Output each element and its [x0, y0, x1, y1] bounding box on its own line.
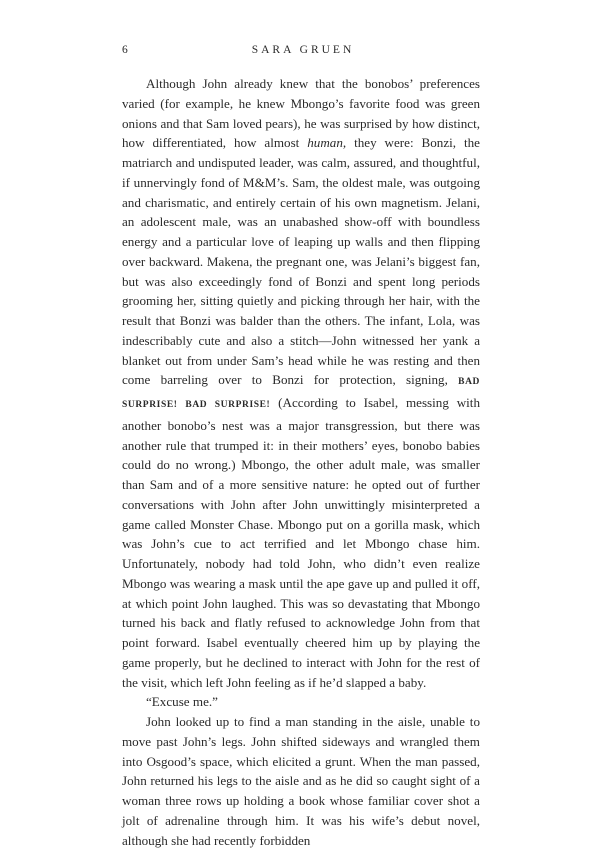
paragraph-2: “Excuse me.” — [146, 694, 218, 710]
body-text — [122, 74, 480, 850]
emphasis-human: human, — [307, 135, 347, 151]
sign-bad-surprise-1: BAD SURPRISE! — [122, 377, 480, 410]
paragraph-1-text-b: they were: Bonzi, the matriarch and undisputed leader, was calm, assured, and thoughtful, if unnervingly fond of M&M’s. Sam, the oldest male, was outgoing and charismatic, and entirely certain of his own magnetism. Jelani, an adolescent male, was an unabashed show-off with boundless energy and a particular love of leaping up walls and then flipping over backward. Makena, the pregnant one, was Jelani’s biggest fan, but was also exceedingly fond of Bonzi and spent long periods grooming her, sitting quietly and picking through her hair, with the result that Bonzi was balder than the others. The infant, Lola, was indescribably cute and also a stitch—John witnessed her yank a blanket out from under Sam’s head while he was resting and then come barreling over to Bonzi for protection, signing, — [122, 135, 480, 388]
sign-bad-surprise-2: BAD SURPRISE! — [185, 400, 271, 410]
paragraph-1 — [122, 74, 480, 692]
page-number: 6 — [122, 44, 130, 56]
running-head — [122, 44, 484, 58]
running-head-author: SARA GRUEN — [251, 44, 355, 56]
paragraph-1-text-c: (According to Isabel, messing with another bonobo’s nest was a major transgression, but there was another rule that trumped it: in their mothers’ eyes, bonobo babies could do no wrong.) Mbongo, the other adult male, was smaller than Sam and of a more sensitive nature: he opted out of further conversations with John after John unwittingly misinterpreted a game called Monster Chase. Mbongo put on a gorilla mask, which was John’s cue to act terrified and let Mbongo chase him. Unfortunately, nobody had told John, who didn’t even realize Mbongo was wearing a mask until the ape gave up and pulled it off, at which point John laughed. This was so devastating that Mbongo turned his back and flatly refused to acknowledge John from that point forward. Isabel eventually cheered him up by playing the game properly, but he declined to interact with John for the rest of the visit, which left John feeling as if he’d slapped a baby. — [122, 395, 480, 690]
paragraph-3: John looked up to find a man standing in the aisle, unable to move past John’s legs. John shifted sideways and wrangled them into Osgood’s space, which elicited a grunt. When the man passed, John returned his legs to the aisle and as he did so caught sight of a woman three rows up holding a book whose familiar cover shot a jolt of adrenaline through him. It was his wife’s debut novel, although she had recently forbidden — [122, 714, 480, 848]
paragraph-1-text-a: Although John already knew that the bonobos’ preferences varied (for example, he knew Mbongo’s favorite food was green onions and that Sam loved pears), he was surprised by how distinct, how differentiated, how almost — [122, 76, 480, 151]
